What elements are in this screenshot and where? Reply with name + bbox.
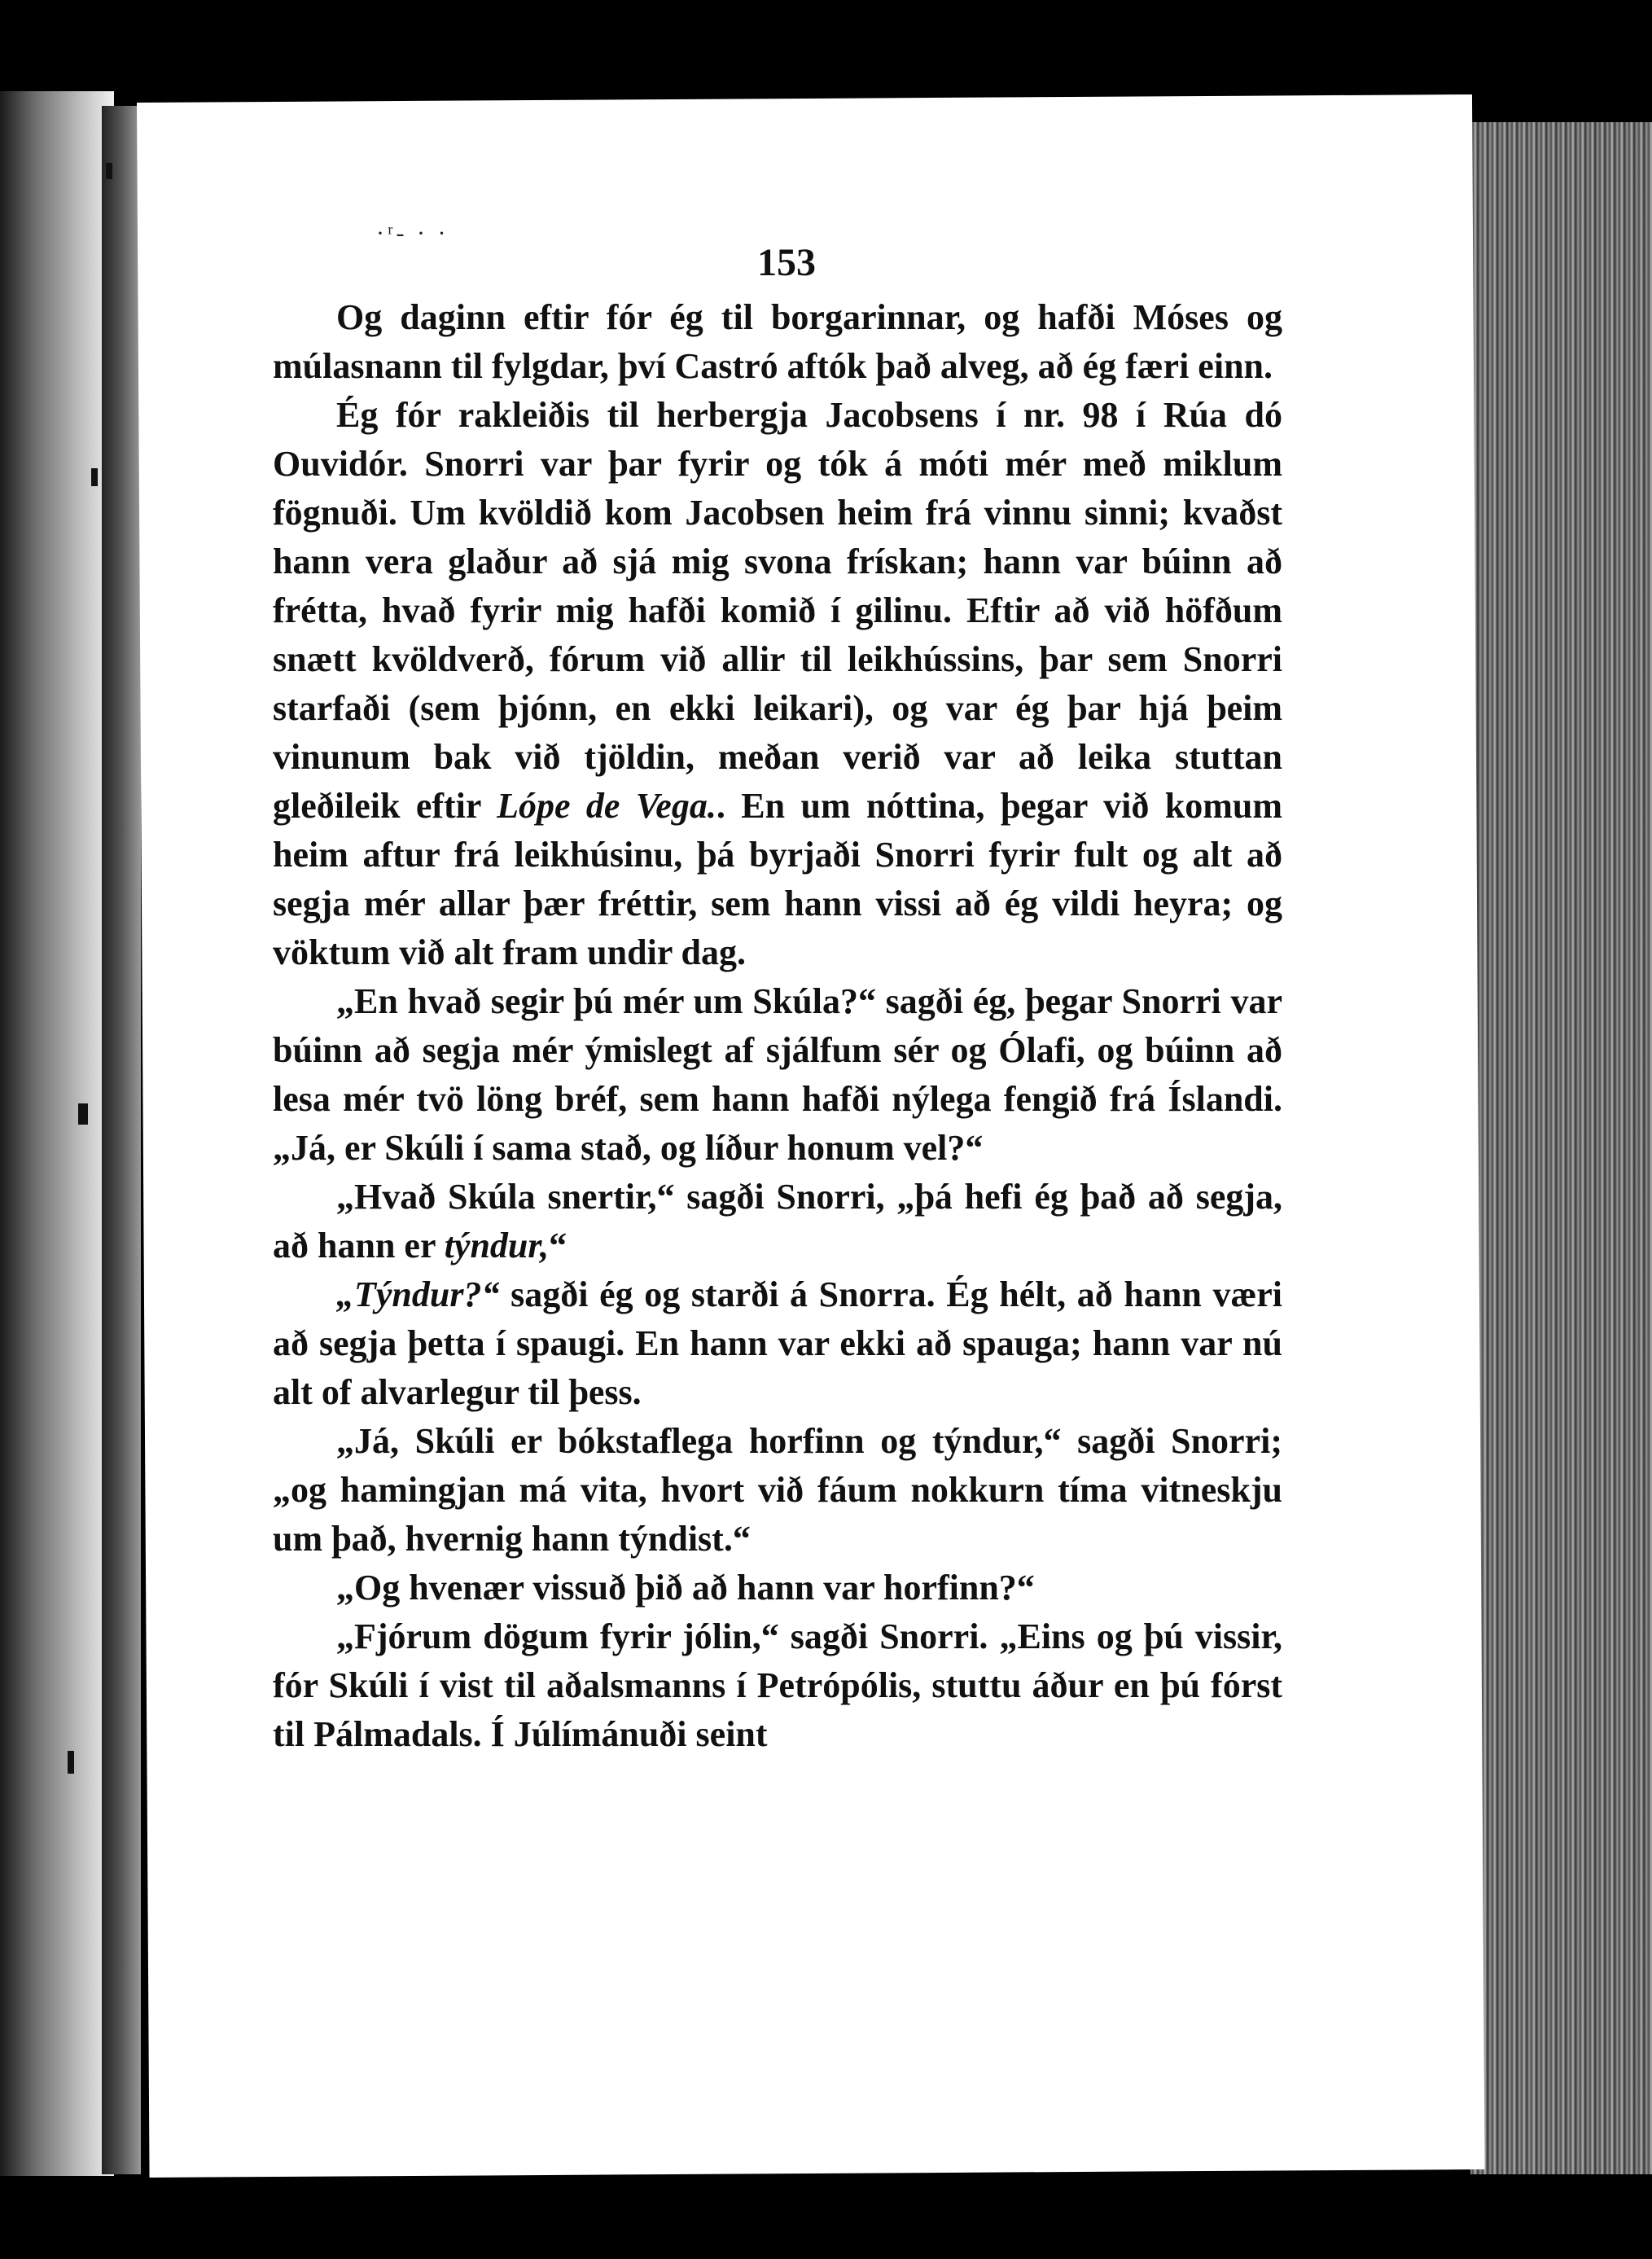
margin-mark (78, 1103, 88, 1125)
paragraph: „Og hvenær vissuð þið að hann var horfinn?“ (336, 1568, 1035, 1608)
paragraph (273, 1173, 1282, 1270)
page-stack-edge (1470, 122, 1652, 2174)
italic-word: týndur, (444, 1226, 550, 1265)
book-gutter (102, 106, 141, 2174)
paragraph-text: “ (549, 1226, 567, 1265)
previous-page-edge (0, 91, 114, 2176)
margin-mark (106, 163, 112, 179)
paragraph: „En hvað segir þú mér um Skúla?“ sagði ég, þegar Snorri var búinn að segja mér ýmislegt af sjálfum sér og Ólafi, og búinn að lesa mér tvö löng bréf, sem hann hafði nýlega fengið frá Íslandi. „Já, er Skúli í sama stað, og líður honum vel?“ (273, 981, 1282, 1168)
margin-mark (91, 468, 98, 486)
paragraph (273, 1270, 1282, 1417)
paragraph-text: Ég fór rakleiðis til herbergja Jacobsens í nr. 98 í Rúa dó Ouvidór. Snorri var þar fyrir og tók á móti mér með miklum fögnuði. Um kvöldið kom Jacobsen heim frá vinnu sinni; kvaðst hann vera glaður að sjá mig svona frískan; hann var búinn að frétta, hvað fyrir mig hafði komið í gilinu. Eftir að við höfðum snætt kvöldverð, fórum við allir til leikhússins, þar sem Snorri starfaði (sem þjónn, en ekki leikari), og var ég þar hjá þeim vinunum bak við tjöldin, meðan verið var að leika stuttan gleðileik eftir (273, 395, 1282, 826)
paragraph-text: „Hvað Skúla snertir,“ sagði Snorri, „þá hefi ég það að segja, að hann er (273, 1177, 1282, 1265)
paragraph (273, 391, 1282, 977)
stray-ink-marks: ·ʳ- · · (376, 220, 449, 247)
page-text (273, 293, 1282, 1759)
italic-title: Lópe de Vega. (497, 786, 716, 826)
margin-mark (68, 1751, 74, 1774)
paragraph: „Fjórum dögum fyrir jólin,“ sagði Snorri. „Eins og þú vissir, fór Skúli í vist til aðalsmanns í Petrópólis, stuttu áður en þú fórst til Pálmadals. Í Júlímánuði seint (273, 1616, 1282, 1754)
page-number: 153 (757, 241, 816, 284)
italic-word: „Týndur?“ (336, 1274, 500, 1314)
paragraph: „Já, Skúli er bókstaflega horfinn og týndur,“ sagði Snorri; „og hamingjan má vita, hvort við fáum nokkurn tíma vitneskju um það, hvernig hann týndist.“ (273, 1421, 1282, 1559)
paragraph-text: sagði ég og starði á Snorra. Ég hélt, að hann væri að segja þetta í spaugi. En hann var ekki að spauga; hann var nú alt of alvarlegur til þess. (273, 1274, 1282, 1412)
paragraph-text: . En um nóttina, þegar við komum heim aftur frá leikhúsinu, þá byrjaði Snorri fyrir fult og alt að segja mér allar þær fréttir, sem hann vissi að ég vildi heyra; og vöktum við alt fram undir dag. (273, 786, 1282, 972)
paragraph: Og daginn eftir fór ég til borgarinnar, og hafði Móses og múlasnann til fylgdar, því Castró aftók það alveg, að ég færi einn. (273, 297, 1282, 386)
